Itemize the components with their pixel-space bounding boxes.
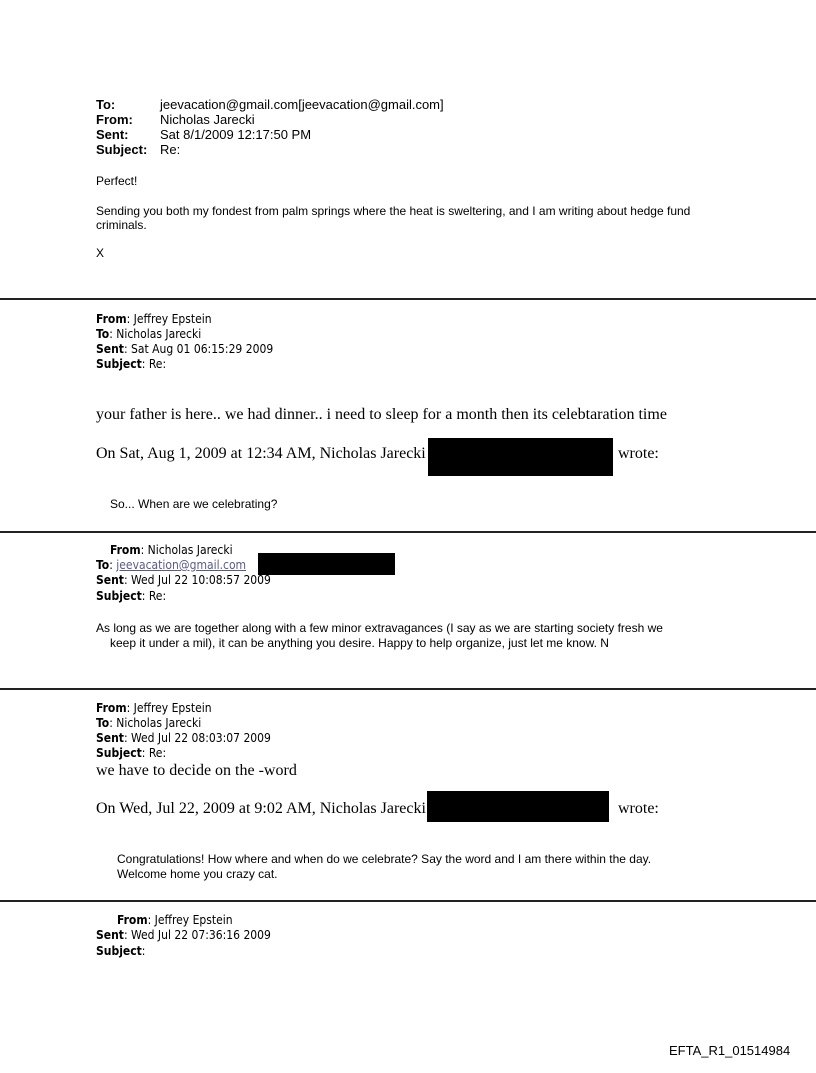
email-link[interactable]: jeevacation@gmail.com bbox=[116, 558, 247, 572]
from-label: From bbox=[96, 312, 127, 326]
sent-value: : Wed Jul 22 08:03:07 2009 bbox=[123, 731, 271, 745]
sent-label: Sent bbox=[96, 928, 124, 942]
document-id: EFTA_R1_01514984 bbox=[669, 1043, 791, 1058]
from-label: From bbox=[110, 543, 141, 557]
sent-line bbox=[96, 731, 271, 746]
from-line bbox=[110, 543, 233, 558]
from-line bbox=[96, 312, 212, 327]
divider bbox=[0, 531, 816, 533]
to-value: : Nicholas Jarecki bbox=[109, 716, 202, 730]
sent-label: Sent bbox=[96, 731, 124, 745]
message-text: criminals. bbox=[96, 218, 147, 232]
subject-line bbox=[96, 357, 166, 372]
to-value: jeevacation@gmail.com[jeevacation@gmail.com] bbox=[160, 97, 444, 112]
divider bbox=[0, 298, 816, 300]
subject-value: : Re: bbox=[141, 746, 167, 760]
sent-value: : Wed Jul 22 10:08:57 2009 bbox=[123, 573, 271, 587]
from-value: : Jeffrey Epstein bbox=[126, 701, 212, 715]
from-label: From bbox=[96, 701, 127, 715]
quote-intro: On Sat, Aug 1, 2009 at 12:34 AM, Nicholas Jarecki bbox=[96, 445, 426, 462]
sent-value: : Wed Jul 22 07:36:16 2009 bbox=[123, 928, 271, 942]
message-text: Sending you both my fondest from palm springs where the heat is sweltering, and I am writing about hedge fund bbox=[96, 204, 691, 218]
to-value: : Nicholas Jarecki bbox=[109, 327, 202, 341]
divider bbox=[0, 688, 816, 690]
quote-wrote: wrote: bbox=[618, 800, 659, 817]
subject-value: : Re: bbox=[141, 357, 167, 371]
subject-line bbox=[96, 589, 166, 604]
redaction-box bbox=[427, 791, 609, 822]
quote-intro: On Wed, Jul 22, 2009 at 9:02 AM, Nicholas Jarecki bbox=[96, 800, 426, 817]
to-colon: : bbox=[109, 558, 117, 572]
quoted-text: Welcome home you crazy cat. bbox=[117, 867, 278, 881]
from-line bbox=[96, 701, 212, 716]
subject-value: : Re: bbox=[141, 589, 167, 603]
redaction-box bbox=[258, 553, 395, 575]
message-text: X bbox=[96, 246, 105, 260]
from-value: Nicholas Jarecki bbox=[160, 112, 255, 127]
message-body: we have to decide on the -word bbox=[96, 762, 297, 779]
sent-line bbox=[96, 342, 273, 357]
from-value: : Nicholas Jarecki bbox=[140, 543, 233, 557]
quoted-text: Congratulations! How where and when do we celebrate? Say the word and I am there within the day. bbox=[117, 852, 652, 866]
subject-value: : bbox=[141, 944, 146, 958]
to-line bbox=[96, 558, 246, 573]
to-label: To: bbox=[96, 97, 116, 112]
subject-label: Subject bbox=[96, 589, 142, 603]
from-label: From bbox=[117, 913, 148, 927]
message-text: keep it under a mil), it can be anything you desire. Happy to help organize, just let me know. N bbox=[110, 636, 609, 650]
sent-value: : Sat Aug 01 06:15:29 2009 bbox=[123, 342, 274, 356]
to-label: To bbox=[96, 327, 110, 341]
redaction-box bbox=[428, 438, 613, 476]
sent-label: Sent bbox=[96, 573, 124, 587]
sent-label: Sent bbox=[96, 342, 124, 356]
quoted-text: So... When are we celebrating? bbox=[110, 497, 278, 511]
from-value: : Jeffrey Epstein bbox=[147, 913, 233, 927]
from-value: : Jeffrey Epstein bbox=[126, 312, 212, 326]
from-label: From: bbox=[96, 112, 133, 127]
subject-line bbox=[96, 944, 145, 959]
message-body: your father is here.. we had dinner.. i need to sleep for a month then its celebtaration time bbox=[96, 406, 667, 423]
subject-label: Subject bbox=[96, 746, 142, 760]
message-text: Perfect! bbox=[96, 174, 138, 188]
divider bbox=[0, 900, 816, 902]
subject-value: Re: bbox=[160, 142, 181, 157]
subject-label: Subject: bbox=[96, 142, 148, 157]
to-label: To bbox=[96, 716, 110, 730]
from-line bbox=[117, 913, 233, 928]
subject-line bbox=[96, 746, 166, 761]
to-line bbox=[96, 327, 201, 342]
to-label: To bbox=[96, 558, 110, 572]
sent-label: Sent: bbox=[96, 127, 129, 142]
subject-label: Subject bbox=[96, 944, 142, 958]
to-line bbox=[96, 716, 201, 731]
sent-line bbox=[96, 928, 271, 943]
sent-value: Sat 8/1/2009 12:17:50 PM bbox=[160, 127, 312, 142]
sent-line bbox=[96, 573, 271, 588]
quote-wrote: wrote: bbox=[618, 445, 659, 462]
subject-label: Subject bbox=[96, 357, 142, 371]
message-text: As long as we are together along with a few minor extravagances (I say as we are starting society fresh we bbox=[96, 621, 663, 635]
